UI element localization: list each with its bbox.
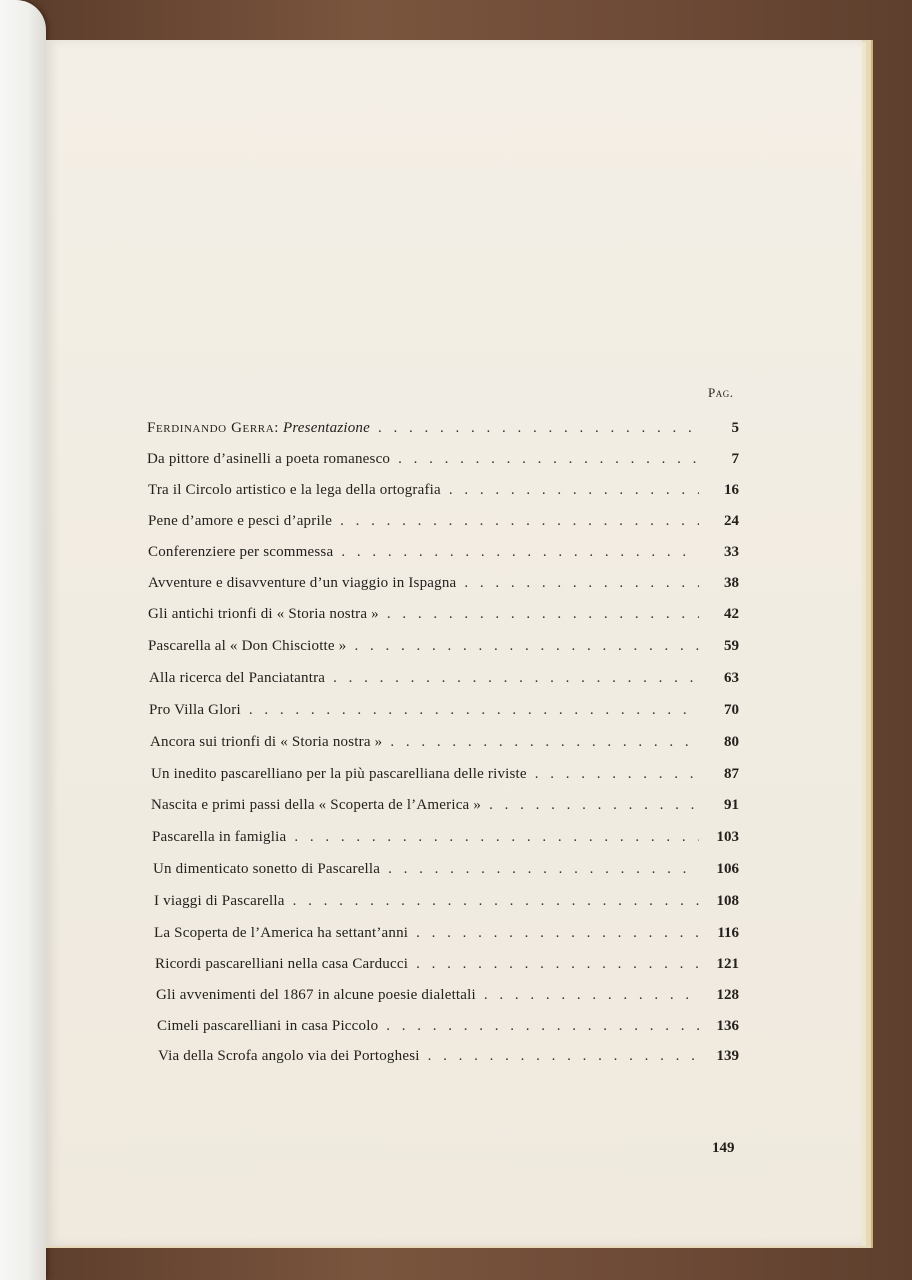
dot-leader [387, 606, 699, 623]
dot-leader [484, 987, 699, 1004]
toc-entry-title: Pene d’amore e pesci d’aprile [148, 513, 333, 529]
toc-entry-page: 136 [716, 1018, 739, 1034]
toc-entry [155, 956, 739, 978]
toc-entry-page: 5 [731, 420, 739, 436]
toc-entry [158, 1048, 739, 1070]
dot-leader [416, 956, 699, 973]
toc-entry-page: 70 [724, 702, 739, 718]
toc-entry-title: La Scoperta de l’America ha settant’anni [154, 925, 409, 941]
dot-leader [340, 513, 699, 530]
dot-leader [390, 734, 699, 751]
toc-entry-title: Avventure e disavventure d’un viaggio in Ispagna [148, 575, 457, 591]
toc-entry [149, 670, 739, 692]
toc-entry-title: Via della Scrofa angolo via dei Portoghesi [158, 1048, 420, 1064]
toc-entry-title: Pascarella al « Don Chisciotte » [148, 638, 347, 654]
toc-entry-page: 7 [731, 451, 739, 467]
toc-entry [147, 451, 739, 473]
toc-entry-page: 87 [724, 766, 739, 782]
toc-entry [148, 575, 739, 597]
toc-entry-title [147, 420, 370, 437]
toc-entry-title: Pascarella in famiglia [152, 829, 287, 845]
toc-entry [150, 734, 739, 756]
page-number: 149 [712, 1140, 735, 1156]
dot-leader [428, 1048, 699, 1065]
dot-leader [378, 420, 699, 437]
toc-entry-author: Ferdinando Gerra: [147, 420, 280, 436]
toc-entry [154, 893, 739, 915]
toc-entry [153, 861, 739, 883]
toc-entry-page: 16 [724, 482, 739, 498]
toc-entry-title: Alla ricerca del Panciatantra [149, 670, 326, 686]
dot-leader [535, 766, 699, 783]
toc-entry-page: 91 [724, 797, 739, 813]
toc-entry-page: 108 [716, 893, 739, 909]
toc-entry [156, 987, 739, 1009]
toc-entry-title: Conferenziere per scommessa [148, 544, 334, 560]
dot-leader [293, 893, 699, 910]
dot-leader [489, 797, 699, 814]
toc-entry [157, 1018, 739, 1040]
toc-entry-page: 63 [724, 670, 739, 686]
toc-entry [148, 544, 739, 566]
dot-leader [386, 1018, 699, 1035]
toc-entry-title: Ricordi pascarelliani nella casa Carducci [155, 956, 409, 972]
toc-entry [148, 606, 739, 628]
toc-entry-page: 59 [724, 638, 739, 654]
toc-entry [154, 925, 739, 947]
toc-entry-title: Tra il Circolo artistico e la lega della ortografia [148, 482, 441, 498]
toc-entry-title: Gli antichi trionfi di « Storia nostra » [148, 606, 379, 622]
dot-leader [249, 702, 699, 719]
toc-entry [151, 797, 739, 819]
dot-leader [388, 861, 699, 878]
dot-leader [294, 829, 699, 846]
toc-entry-title-text: Presentazione [282, 420, 370, 436]
toc-entry-presentazione [147, 420, 739, 442]
toc-entry-page: 103 [716, 829, 739, 845]
toc-entry-title: Gli avvenimenti del 1867 in alcune poesie dialettali [156, 987, 476, 1003]
toc-entry-page: 128 [716, 987, 739, 1003]
toc-entry-title: I viaggi di Pascarella [154, 893, 285, 909]
toc-entry-page: 106 [716, 861, 739, 877]
toc-entry [152, 829, 739, 851]
toc-entry-page: 38 [724, 575, 739, 591]
toc-entry-title: Pro Villa Glori [149, 702, 241, 718]
toc-entry [148, 638, 739, 660]
toc-entry-title: Un inedito pascarelliano per la più pascarelliana delle riviste [151, 766, 527, 782]
dot-leader [449, 482, 699, 499]
toc-entry-title: Ancora sui trionfi di « Storia nostra » [150, 734, 383, 750]
dot-leader [341, 544, 699, 561]
toc-entry-page: 80 [724, 734, 739, 750]
toc-entry [148, 513, 739, 535]
toc-entry-title: Cimeli pascarelliani in casa Piccolo [157, 1018, 379, 1034]
toc-entry-page: 116 [717, 925, 739, 941]
dot-leader [398, 451, 699, 468]
dot-leader [354, 638, 699, 655]
toc-entry-title: Nascita e primi passi della « Scoperta de l’America » [151, 797, 482, 813]
dot-leader [464, 575, 699, 592]
toc-entry-title: Da pittore d’asinelli a poeta romanesco [147, 451, 391, 467]
toc-entry-page: 24 [724, 513, 739, 529]
page-column-header: Pag. [708, 385, 734, 400]
toc-entry-page: 42 [724, 606, 739, 622]
toc-entry [151, 766, 739, 788]
toc-entry-page: 121 [716, 956, 739, 972]
toc-entry-page: 139 [716, 1048, 739, 1064]
dot-leader [333, 670, 699, 687]
toc-entry [149, 702, 739, 724]
toc-entry [148, 482, 739, 504]
toc-entry-page: 33 [724, 544, 739, 560]
dot-leader [416, 925, 699, 942]
toc-entry-title: Un dimenticato sonetto di Pascarella [153, 861, 381, 877]
